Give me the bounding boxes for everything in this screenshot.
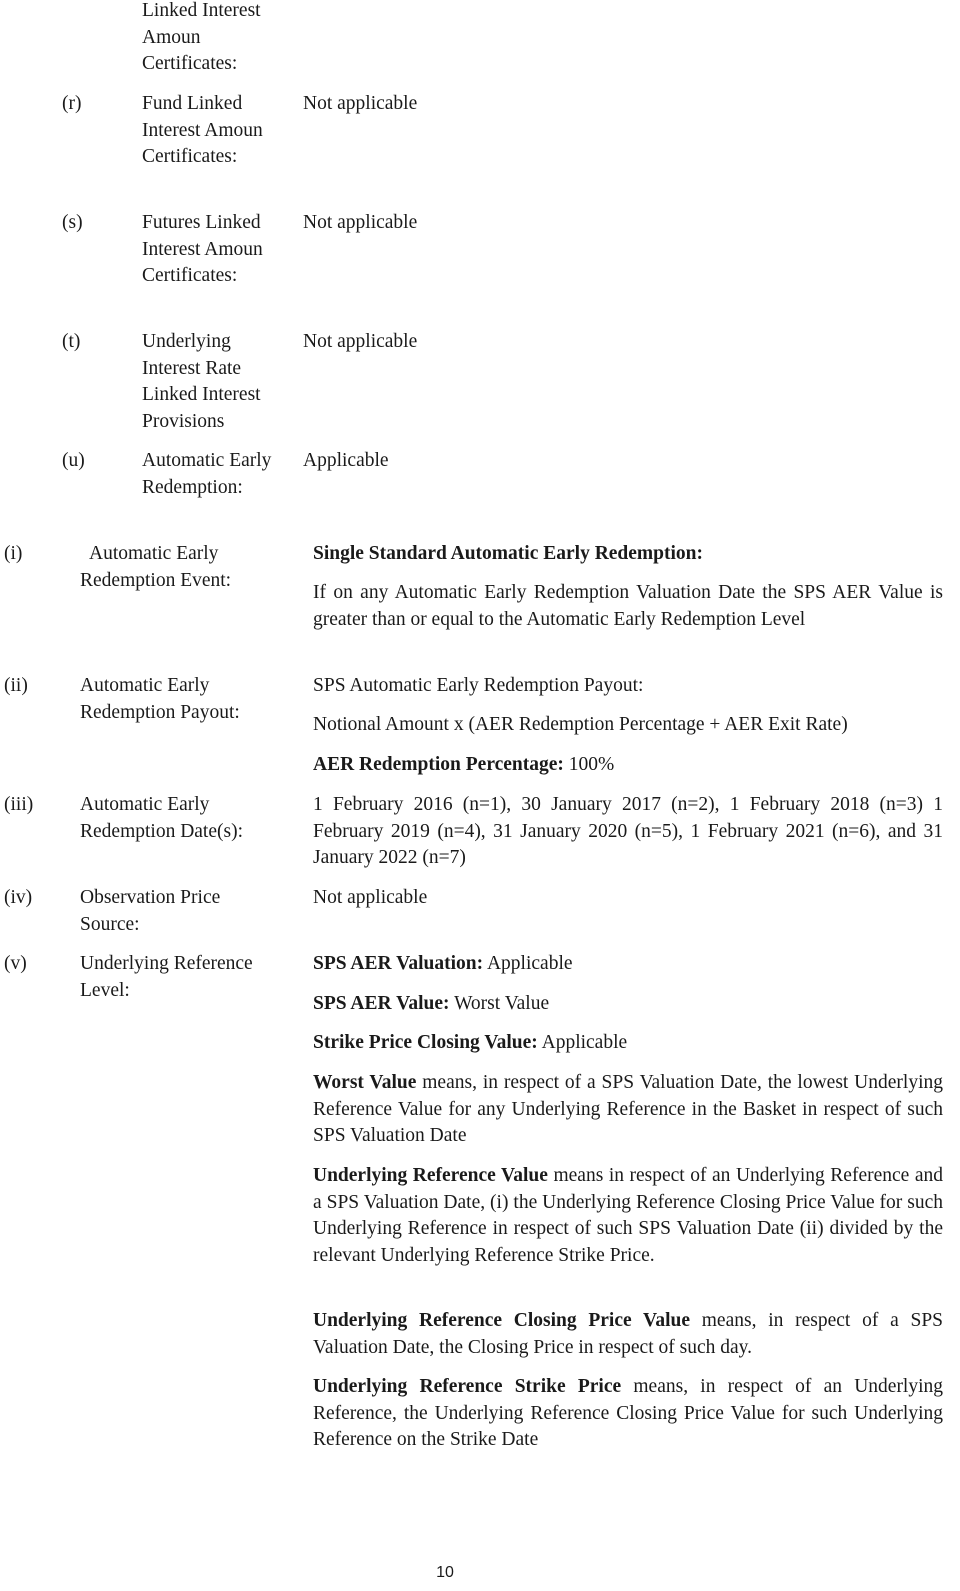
- subitem-label: Automatic Early Redemption Date(s):: [80, 794, 243, 842]
- subitem-label: Automatic Early Redemption Event:: [80, 543, 232, 591]
- subitem-numeral: (iii): [4, 794, 34, 815]
- item-label: Linked Interest Amoun Certificates:: [142, 0, 261, 74]
- definition-term: Strike Price Closing Value:: [313, 1032, 538, 1053]
- item-letter: (u): [62, 450, 85, 471]
- definition-text: means, in respect of an Underlying Reference, the Underlying Reference Closing Price Value for such Underlying Reference on the Strike Date: [313, 1376, 944, 1450]
- page-number: 10: [436, 1564, 454, 1581]
- item-value: Not applicable: [303, 93, 418, 114]
- definition-strike-price: [313, 1374, 943, 1454]
- definition-text: means in respect of an Underlying Reference and a SPS Valuation Date, (i) the Underlying Reference Closing Price Value for such Underlying Reference in respect of such SPS Valuation Date (ii) divided by the relevant Underlying Reference Strike Price.: [313, 1165, 944, 1266]
- subitem-numeral: (iv): [4, 887, 33, 908]
- subitem-numeral: (i): [4, 543, 23, 564]
- subitem-label: Automatic Early Redemption Payout:: [80, 675, 240, 723]
- definition-strike-price-closing-value: [313, 1030, 943, 1057]
- definition-text: Applicable: [541, 1032, 628, 1053]
- definition-text: Applicable: [486, 953, 573, 974]
- definition-text: means, in respect of a SPS Valuation Date, the Closing Price in respect of such day.: [313, 1310, 944, 1358]
- subitem-numeral: (ii): [4, 675, 28, 696]
- definition-sps-aer-valuation: [313, 951, 943, 978]
- item-value: Not applicable: [303, 331, 418, 352]
- item-letter: (r): [62, 93, 82, 114]
- aer-event-heading: Single Standard Automatic Early Redemption:: [313, 543, 704, 564]
- item-value: Not applicable: [303, 212, 418, 233]
- subitem-numeral: (v): [4, 953, 27, 974]
- item-letter: (t): [62, 331, 81, 352]
- payout-title: SPS Automatic Early Redemption Payout:: [313, 675, 644, 696]
- definition-closing-price-value: [313, 1308, 943, 1361]
- subitem-label: Underlying Reference Level:: [80, 953, 253, 1001]
- item-label: Fund Linked Interest Amoun Certificates:: [142, 93, 263, 167]
- definition-text: Worst Value: [454, 993, 550, 1014]
- item-label: Futures Linked Interest Amoun Certificates:: [142, 212, 263, 286]
- item-label: Automatic Early Redemption:: [142, 450, 272, 498]
- payout-formula: Notional Amount x (AER Redemption Percentage + AER Exit Rate): [313, 714, 848, 735]
- definition-term: Underlying Reference Closing Price Value: [313, 1310, 691, 1331]
- definition-underlying-reference-value: [313, 1163, 943, 1269]
- definition-value: 100%: [568, 754, 615, 775]
- definition-term: Underlying Reference Strike Price: [313, 1376, 622, 1397]
- definition-term: SPS AER Valuation:: [313, 953, 484, 974]
- aer-redemption-percentage: [313, 752, 943, 779]
- aer-dates: 1 February 2016 (n=1), 30 January 2017 (n=2), 1 February 2018 (n=3) 1 February 2019 (n=4), 31 January 2020 (n=5), 1 February 2021 (n=6), and 31 January 2022 (n=7): [313, 794, 943, 868]
- definition-term: SPS AER Value:: [313, 993, 450, 1014]
- definition-term: Underlying Reference Value: [313, 1165, 548, 1186]
- subitem-label: Observation Price Source:: [80, 887, 221, 935]
- aer-event-text: If on any Automatic Early Redemption Valuation Date the SPS AER Value is greater than or equal to the Automatic Early Redemption Level: [313, 582, 943, 630]
- definition-worst-value: [313, 1070, 943, 1150]
- definition-term: AER Redemption Percentage:: [313, 754, 564, 775]
- item-letter: (s): [62, 212, 83, 233]
- item-label: Underlying Interest Rate Linked Interest Provisions: [142, 331, 261, 432]
- definition-term: Worst Value: [313, 1072, 417, 1093]
- observation-price-value: Not applicable: [313, 887, 428, 908]
- definition-text: means, in respect of a SPS Valuation Date, the lowest Underlying Reference Value for any Underlying Reference in the Basket in respect of such SPS Valuation Date: [313, 1072, 943, 1146]
- item-value: Applicable: [303, 450, 389, 471]
- definition-sps-aer-value: [313, 991, 943, 1018]
